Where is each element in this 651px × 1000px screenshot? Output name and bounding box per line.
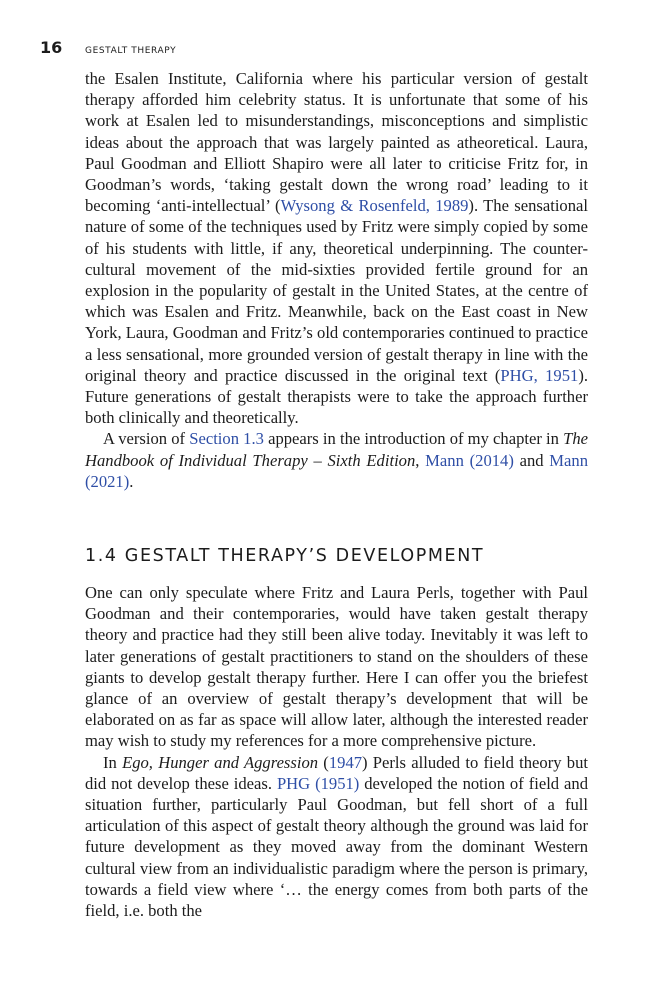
citation-link-phg-1951[interactable]: PHG (1951): [276, 773, 360, 793]
paragraph-esalen: [85, 68, 588, 428]
section-link-1-3[interactable]: Section 1.3: [189, 429, 264, 449]
text-run: .: [129, 471, 134, 491]
text-run: ) Perls alluded to field theory but did not develop these ideas.: [85, 752, 588, 793]
text-run: appears in the introduction of my chapter in: [263, 429, 564, 449]
text-block-bottom: [85, 582, 588, 921]
running-head: [40, 38, 176, 58]
text-run: ). The sensational nature of some of the techniques used by Fritz were simply copied by some of his students with little, if any, theoretical underpinning. The counter-cultural movement of the mid-sixties provided fertile ground for an explosion in the popularity of gestalt in the United States, at the centre of which was Esalen and Fritz. Meanwhile, back on the East coast in New York, Laura, Goodman and Fritz’s old contemporaries continued to practice a less sensational, more grounded version of gestalt therapy in line with the original theory and practice discussed in the original text (: [85, 196, 588, 385]
text-run: ,: [415, 450, 426, 470]
section-heading: 1.4 GESTALT THERAPY’S DEVELOPMENT: [85, 546, 485, 566]
text-run: In: [103, 752, 123, 772]
text-run: (: [318, 752, 329, 772]
running-title: GESTALT THERAPY: [85, 46, 177, 56]
paragraph-version-note: [85, 428, 588, 492]
citation-link-wysong-rosenfeld[interactable]: Wysong & Rosenfeld, 1989: [280, 196, 469, 216]
book-title-italic: Ego, Hunger and Aggression: [122, 752, 319, 772]
text-run: and: [513, 450, 550, 470]
text-run: the Esalen Institute, California where his particular version of gestalt therapy afforded him celebrity status. It is unfortunate that some of his work at Esalen led to misunderstandings, misconceptions and simplistic ideas about the approach that was largely painted as atheoretical. Laura, Paul Goodman and Elliott Shapiro were all later to criticise Fritz for, in Goodman’s words, ‘taking gestalt down the wrong road’ leading to it becoming ‘anti-intellectual’ (: [85, 69, 588, 216]
text-block-top: [85, 68, 588, 492]
citation-link-mann-2021[interactable]: Mann (2021): [85, 450, 588, 491]
citation-link-mann-2014[interactable]: Mann (2014): [425, 450, 514, 470]
text-run: developed the notion of field and situation further, particularly Paul Goodman, but fell short of a full articulation of this aspect of gestalt theory although the ground was laid for future development as they moved away from the dominant Western cultural view from an individualistic paradigm where the person is primary, towards a field view where ‘… the energy comes from both parts of the field, i.e. both the: [85, 773, 588, 921]
citation-link-1947[interactable]: 1947: [328, 752, 363, 772]
citation-link-phg-1951[interactable]: PHG, 1951: [500, 365, 579, 385]
book-title-italic: The Handbook of Individual Therapy – Sixth Edition: [85, 429, 589, 470]
page-number: 16: [40, 38, 63, 57]
text-run: A version of: [103, 429, 190, 449]
text-run: ). Future generations of gestalt therapists were to take the approach further both clinically and theoretically.: [85, 365, 588, 428]
paragraph-speculation: One can only speculate where Fritz and Laura Perls, together with Paul Goodman and their contemporaries, would have taken gestalt therapy theory and practice had they still been alive today. Inevitably it was left to later generations of gestalt practitioners to stand on the shoulders of these giants to develop gestalt therapy further. Here I can offer you the briefest glance of an overview of gestalt therapy’s development that will be elaborated on as far as space will allow later, although the interested reader may wish to study my references for a more comprehensive picture.: [85, 583, 588, 751]
paragraph-field-theory: [85, 752, 588, 922]
